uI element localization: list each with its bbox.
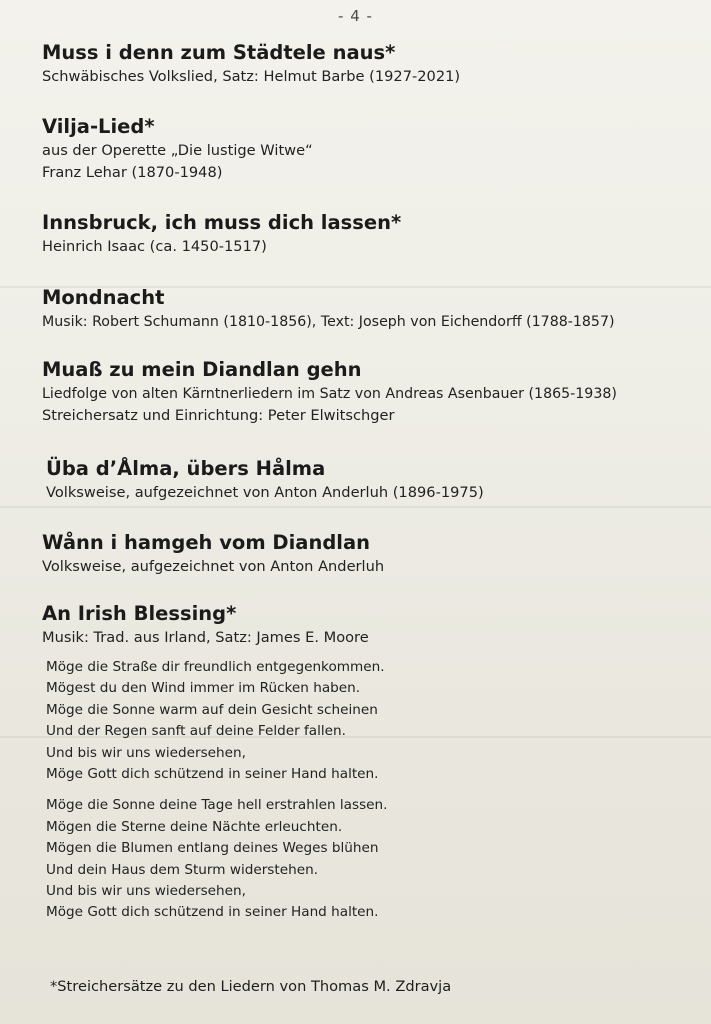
song-credit: Liedfolge von alten Kärntnerliedern im Satz von Andreas Asenbauer (1865-1938) <box>42 386 617 402</box>
footnote: *Streichersätze zu den Liedern von Thomas M. Zdravja <box>50 978 452 995</box>
program-entry <box>42 114 703 184</box>
program-entry <box>42 601 703 924</box>
program-entry <box>46 456 703 504</box>
song-title: Mondnacht <box>42 286 165 309</box>
song-title: An Irish Blessing* <box>42 602 237 625</box>
song-title: Innsbruck, ich muss dich lassen* <box>42 211 402 234</box>
song-credit: Volksweise, aufgezeichnet von Anton Anderluh (1896-1975) <box>46 484 484 501</box>
verse-line: Und bis wir uns wiedersehen, <box>46 744 246 761</box>
verse-line: Mögen die Sterne deine Nächte erleuchten. <box>46 818 343 835</box>
verse-line: Möge die Sonne deine Tage hell erstrahlen lassen. <box>46 797 388 814</box>
verse-line: Und dein Haus dem Sturm widerstehen. <box>46 861 319 878</box>
program-entry <box>42 210 703 258</box>
song-credit: Musik: Robert Schumann (1810-1856), Text: Joseph von Eichendorff (1788-1857) <box>42 314 615 330</box>
blessing-stanza <box>46 657 703 785</box>
verse-line: Möge die Straße dir freundlich entgegenkommen. <box>46 659 385 675</box>
song-credit: Streichersatz und Einrichtung: Peter Elwitschger <box>42 407 395 424</box>
program-entry <box>42 530 703 578</box>
song-credit: Schwäbisches Volkslied, Satz: Helmut Barbe (1927-2021) <box>42 68 461 85</box>
song-title: Üba d’Ålma, übers Hålma <box>46 457 326 480</box>
program-entry <box>42 357 703 427</box>
program-entry <box>42 285 703 333</box>
verse-line: Möge Gott dich schützend in seiner Hand halten. <box>46 766 379 783</box>
song-title: Vilja-Lied* <box>42 115 155 138</box>
song-credit: Heinrich Isaac (ca. 1450-1517) <box>42 238 267 255</box>
page-number: - 4 - <box>338 7 373 25</box>
blessing-stanza <box>46 795 703 923</box>
song-credit: aus der Operette „Die lustige Witwe“ <box>42 142 313 159</box>
song-title: Muss i denn zum Städtele naus* <box>42 41 396 64</box>
song-title: Muaß zu mein Diandlan gehn <box>42 358 362 381</box>
song-title: Wånn i hamgeh vom Diandlan <box>42 531 371 554</box>
verse-line: Möge Gott dich schützend in seiner Hand halten. <box>46 904 379 921</box>
verse-line: Möge die Sonne warm auf dein Gesicht scheinen <box>46 701 378 718</box>
verse-line: Und bis wir uns wiedersehen, <box>46 883 246 900</box>
program-entry <box>42 40 703 88</box>
song-credit: Musik: Trad. aus Irland, Satz: James E. Moore <box>42 629 369 646</box>
verse-line: Mögen die Blumen entlang deines Weges blühen <box>46 840 379 857</box>
verse-line: Mögest du den Wind immer im Rücken haben. <box>46 680 361 697</box>
song-credit: Franz Lehar (1870-1948) <box>42 164 223 181</box>
verse-line: Und der Regen sanft auf deine Felder fallen. <box>46 723 346 740</box>
paper-fold <box>0 506 711 508</box>
song-credit: Volksweise, aufgezeichnet von Anton Anderluh <box>42 558 385 575</box>
